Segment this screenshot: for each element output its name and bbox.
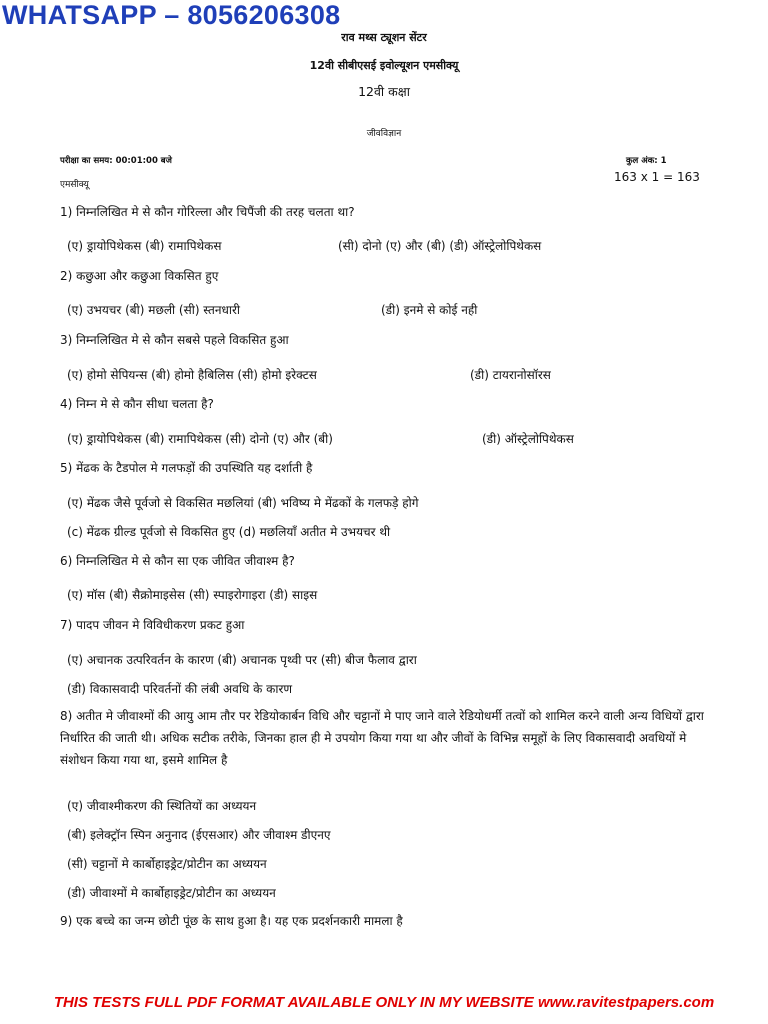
footer-website-notice: THIS TESTS FULL PDF FORMAT AVAILABLE ONLY IN MY WEBSITE www.ravitestpapers.com <box>53 994 715 1011</box>
exam-type: एमसीक्यू <box>60 180 89 190</box>
question-7: 7) पादप जीवन मे विविधीकरण प्रकट हुआ <box>60 618 245 632</box>
question-9: 9) एक बच्चे का जन्म छोटी पूंछ के साथ हुआ है। यह एक प्रदर्शनकारी मामला है <box>60 914 403 928</box>
question-5: 5) मेंढक के टैडपोल मे गलफड़ों की उपस्थिति यह दर्शाती है <box>60 461 313 475</box>
q5-option-2: (c) मेंढक ग्रील्ड पूर्वजो से विकसित हुए (d) मछलियाँ अतीत मे उभयचर थी <box>67 525 391 539</box>
marks-calc: 163 x 1 = 163 <box>614 170 700 184</box>
q7-option-1: (ए) अचानक उत्परिवर्तन के कारण (बी) अचानक पृथ्वी पर (सी) बीज फैलाव द्वारा <box>67 653 417 667</box>
total-marks: कुल अंक: 1 <box>626 156 667 166</box>
question-2: 2) कछुआ और कछुआ विकसित हुए <box>60 269 219 283</box>
subject-label: जीवविज्ञान <box>366 129 402 139</box>
q4-option-left: (ए) ड्रायोपिथेकस (बी) रामापिथेकस (सी) दोनो (ए) और (बी) <box>67 432 333 446</box>
center-name: राव मथ्स ट्यूशन सेंटर <box>341 31 427 44</box>
class-label: 12वी कक्षा <box>358 84 410 99</box>
question-1: 1) निम्नलिखित मे से कौन गोरिल्ला और चिपैंजी की तरह चलता था? <box>60 205 355 219</box>
question-8: 8) अतीत मे जीवाश्मों की आयु आम तौर पर रेडियोकार्बन विधि और चट्टानों मे पाए जाने वाले रेडियोधर्मी तत्वों को शामिल करने वाली अन्य विधियों द्वारा निर्धारित की जाती थी। अधिक सटीक तरीके, जिनका हाल ही मे उपयोग किया गया था और जीवों के विभिन्न समूहों के लिए विकासवादी अवधियों मे संशोधन किया गया था, इसमे शामिल है <box>60 709 704 767</box>
q8-option-3: (सी) चट्टानों मे कार्बोहाइड्रेट/प्रोटीन का अध्ययन <box>67 857 267 871</box>
q8-option-4: (डी) जीवाश्मों मे कार्बोहाइड्रेट/प्रोटीन का अध्ययन <box>67 886 276 900</box>
q8-option-2: (बी) इलेक्ट्रॉन स्पिन अनुनाद (ईएसआर) और जीवाश्म डीएनए <box>67 828 331 842</box>
q8-option-1: (ए) जीवाश्मीकरण की स्थितियों का अध्ययन <box>67 799 257 813</box>
q2-option-left: (ए) उभयचर (बी) मछली (सी) स्तनधारी <box>67 303 240 317</box>
q5-option-1: (ए) मेंढक जैसे पूर्वजो से विकसित मछलियां (बी) भविष्य मे मेंढकों के गलफड़े होगे <box>67 496 419 510</box>
whatsapp-banner: WHATSAPP – 8056206308 <box>2 0 341 30</box>
q1-option-left: (ए) ड्रायोपिथेकस (बी) रामापिथेकस <box>67 239 222 253</box>
question-6: 6) निम्नलिखित मे से कौन सा एक जीवित जीवाश्म है? <box>60 554 295 568</box>
q6-option-1: (ए) मॉस (बी) सैक्रोमाइसेस (सी) स्पाइरोगाइरा (डी) साइस <box>67 588 318 602</box>
q3-option-right: (डी) टायरानोसॉरस <box>470 368 551 382</box>
q3-option-left: (ए) होमो सेपियन्स (बी) होमो हैबिलिस (सी) होमो इरेक्टस <box>67 368 317 382</box>
question-3: 3) निम्नलिखित मे से कौन सबसे पहले विकसित हुआ <box>60 333 289 347</box>
q1-option-right: (सी) दोनो (ए) और (बी) (डी) ऑस्ट्रेलोपिथेकस <box>338 239 542 253</box>
question-4: 4) निम्न मे से कौन सीधा चलता है? <box>60 397 214 411</box>
exam-title: 12वी सीबीएसई इवोल्यूशन एमसीक्यू <box>309 59 459 72</box>
q4-option-right: (डी) ऑस्ट्रेलोपिथेकस <box>482 432 574 446</box>
q7-option-2: (डी) विकासवादी परिवर्तनों की लंबी अवधि के कारण <box>67 682 293 696</box>
exam-time: परीक्षा का समय: 00:01:00 बजे <box>60 156 172 166</box>
q2-option-right: (डी) इनमे से कोई नही <box>381 303 478 317</box>
